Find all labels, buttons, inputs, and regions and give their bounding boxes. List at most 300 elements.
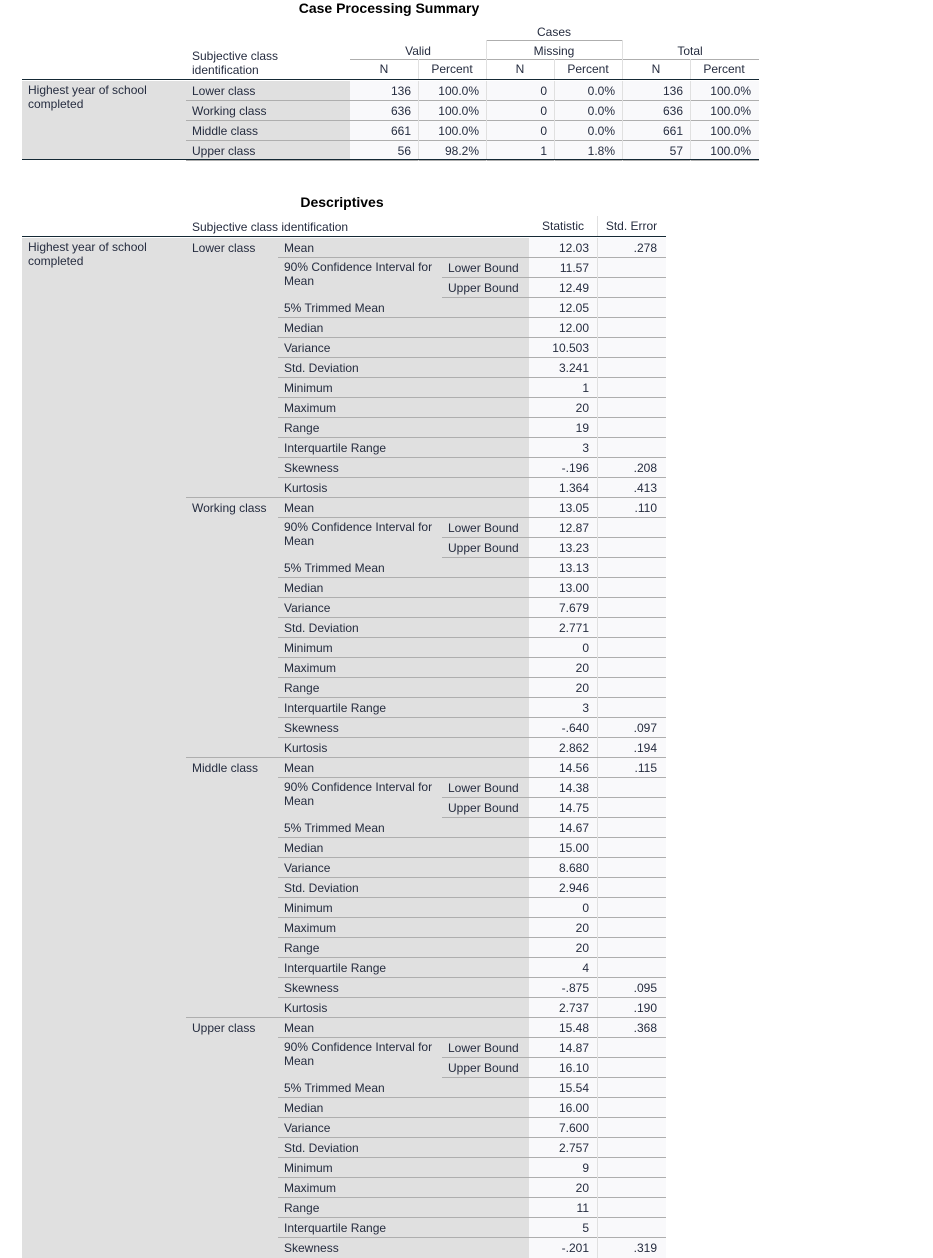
cell-divider <box>597 1078 598 1098</box>
row-rule <box>186 120 759 121</box>
cell-divider <box>597 1118 598 1138</box>
row-rule <box>278 357 666 358</box>
statistic-value: 12.00 <box>558 321 589 335</box>
row-rule <box>442 817 666 818</box>
statistic-value: 15.54 <box>558 1081 589 1095</box>
table-cell: 100.0% <box>710 124 751 138</box>
std-error-value: .413 <box>633 481 657 495</box>
group-rule <box>186 497 666 498</box>
statistic-label: Median <box>284 581 324 595</box>
statistic-value: 2.771 <box>558 621 589 635</box>
row-rule <box>186 140 759 141</box>
table-cell: 136 <box>662 84 683 98</box>
statistic-label: Maximum <box>284 921 337 935</box>
group-header: Missing <box>533 44 575 58</box>
col-divider <box>622 40 623 79</box>
statistic-value: 7.600 <box>558 1121 589 1135</box>
category-label: Middle class <box>192 761 259 775</box>
table-cell: 0.0% <box>587 104 615 118</box>
cell-divider <box>597 438 598 458</box>
group-header: Valid <box>405 44 431 58</box>
std-error-value: .319 <box>633 1241 657 1255</box>
statistic-value: 1 <box>582 381 589 395</box>
cell-divider <box>597 818 598 838</box>
statistic-value: 1.364 <box>558 481 589 495</box>
row-rule <box>186 100 759 101</box>
std-error-value: .115 <box>634 761 657 775</box>
statistic-label: Minimum <box>284 641 333 655</box>
ci-bound-label: Lower Bound <box>448 521 519 535</box>
col-divider <box>418 59 419 79</box>
cell-divider <box>597 478 598 498</box>
cell-divider <box>597 938 598 958</box>
statistic-value: 12.05 <box>558 301 589 315</box>
table-cell: 1.8% <box>587 144 615 158</box>
table-cell: 0 <box>540 104 547 118</box>
cell-divider <box>597 1138 598 1158</box>
statistic-label: 5% Trimmed Mean <box>284 561 385 575</box>
cell-divider <box>597 258 598 278</box>
statistic-label: Skewness <box>284 981 339 995</box>
cell-divider <box>597 1058 598 1078</box>
statistic-label: Mean <box>284 1021 315 1035</box>
row-rule <box>278 957 666 958</box>
row-rule <box>278 417 666 418</box>
statistic-value: -.196 <box>561 461 589 475</box>
cell-divider <box>597 958 598 978</box>
cell-divider <box>597 558 598 578</box>
ci-bound-label: Upper Bound <box>448 541 519 555</box>
statistic-value: 2.946 <box>558 881 589 895</box>
table-cell: 100.0% <box>710 84 751 98</box>
cell-divider <box>622 121 623 141</box>
statistic-label: Median <box>284 1101 324 1115</box>
sub-header: N <box>515 62 525 76</box>
col-divider <box>486 40 487 79</box>
cell-divider <box>597 878 598 898</box>
cell-divider <box>554 121 555 141</box>
cell-divider <box>554 141 555 161</box>
statistic-label: Interquartile Range <box>284 961 387 975</box>
row-rule <box>278 397 666 398</box>
std-error-value: .097 <box>633 721 657 735</box>
row-rule <box>278 1217 666 1218</box>
sub-header: N <box>379 62 389 76</box>
table-cell: 98.2% <box>444 144 479 158</box>
ci-bound-label: Upper Bound <box>448 281 519 295</box>
table-cell: 0 <box>540 124 547 138</box>
statistic-value: -.640 <box>561 721 589 735</box>
statistic-value: 20 <box>575 1181 589 1195</box>
statistic-label: 5% Trimmed Mean <box>284 301 385 315</box>
row-rule <box>278 1237 666 1238</box>
row-rule <box>278 1097 666 1098</box>
row-rule <box>278 897 666 898</box>
statistic-value: -.201 <box>561 1241 589 1255</box>
row-rule <box>442 297 666 298</box>
category-label: Lower class <box>192 241 256 255</box>
cell-divider <box>690 81 691 101</box>
row-rule <box>278 1177 666 1178</box>
statistic-value: 4 <box>582 961 589 975</box>
statistic-value: 11.57 <box>559 261 589 275</box>
statistic-value: 20 <box>575 681 589 695</box>
col-divider <box>554 59 555 79</box>
statistic-label: 5% Trimmed Mean <box>284 1081 385 1095</box>
category-label: Upper class <box>192 1021 256 1035</box>
cell-divider <box>597 358 598 378</box>
statistic-value: 19 <box>575 421 589 435</box>
category-label: Middle class <box>192 124 259 138</box>
row-rule <box>442 557 666 558</box>
category-label: Working class <box>192 501 267 515</box>
statistic-value: 16.10 <box>558 1061 589 1075</box>
statistic-value: 7.679 <box>558 601 589 615</box>
row-rule <box>278 257 666 258</box>
std-error-value: .110 <box>634 501 657 515</box>
cell-divider <box>597 1038 598 1058</box>
statistic-value: 14.56 <box>558 761 589 775</box>
row-rule <box>442 797 666 798</box>
cell-divider <box>597 978 598 998</box>
row-rule <box>278 937 666 938</box>
table-cell: 0 <box>540 84 547 98</box>
statistic-label: Minimum <box>284 901 333 915</box>
cell-divider <box>554 81 555 101</box>
statistic-value: 0 <box>582 641 589 655</box>
statistic-value: 20 <box>575 401 589 415</box>
row-rule <box>278 857 666 858</box>
cell-divider <box>597 418 598 438</box>
ci-label: 90% Confidence Interval for Mean <box>284 260 433 288</box>
cell-divider <box>597 518 598 538</box>
cell-divider <box>690 101 691 121</box>
statistic-value: 20 <box>575 941 589 955</box>
statistic-label: Skewness <box>284 1241 339 1255</box>
row-rule <box>278 777 666 778</box>
cell-divider <box>597 1178 598 1198</box>
row-rule <box>278 717 666 718</box>
statistic-label: Variance <box>284 861 331 875</box>
case-processing-title: Case Processing Summary <box>298 0 480 16</box>
table-bottom-rule <box>22 159 759 160</box>
row-rule <box>442 1057 666 1058</box>
statistic-label: Range <box>284 1201 320 1215</box>
statistic-value: 20 <box>575 661 589 675</box>
table-cell: 0.0% <box>587 124 615 138</box>
statistic-value: 14.38 <box>558 781 589 795</box>
statistic-label: Std. Deviation <box>284 361 359 375</box>
cell-divider <box>597 238 598 258</box>
std-error-header: Std. Error <box>605 219 658 233</box>
statistic-value: 15.00 <box>558 841 589 855</box>
sub-header: Percent <box>431 62 473 76</box>
row-rule <box>278 377 666 378</box>
row-rule <box>278 657 666 658</box>
cell-divider <box>597 738 598 758</box>
row-var-header: Subjective class identification <box>192 49 279 77</box>
table-cell: 100.0% <box>438 124 479 138</box>
std-error-value: .190 <box>633 1001 657 1015</box>
cell-divider <box>418 121 419 141</box>
statistic-label: Maximum <box>284 401 337 415</box>
row-rule <box>278 437 666 438</box>
row-rule <box>278 337 666 338</box>
table-cell: 1 <box>540 144 547 158</box>
category-label: Upper class <box>192 144 256 158</box>
variable-label: Highest year of school completed <box>28 240 147 268</box>
cell-divider <box>597 698 598 718</box>
statistic-label: Variance <box>284 341 331 355</box>
cell-divider <box>554 101 555 121</box>
row-rule <box>278 1197 666 1198</box>
statistic-label: Std. Deviation <box>284 621 359 635</box>
cell-divider <box>418 141 419 161</box>
cell-divider <box>597 798 598 818</box>
cell-divider <box>597 678 598 698</box>
sub-header: Percent <box>703 62 745 76</box>
statistic-value: 2.757 <box>558 1141 589 1155</box>
statistic-value: 12.49 <box>558 281 589 295</box>
cell-divider <box>597 898 598 918</box>
table-cell: 57 <box>669 144 683 158</box>
statistic-value: 10.503 <box>552 341 589 355</box>
statistic-value: -.875 <box>561 981 589 995</box>
statistic-value: 2.737 <box>558 1001 589 1015</box>
table-cell: 636 <box>662 104 683 118</box>
cell-divider <box>597 918 598 938</box>
statistic-value: 13.00 <box>558 581 589 595</box>
statistic-label: Skewness <box>284 461 339 475</box>
statistic-label: Median <box>284 841 324 855</box>
sub-header: Percent <box>567 62 609 76</box>
row-rule <box>278 997 666 998</box>
header-bottom-rule <box>22 79 759 80</box>
cell-divider <box>597 398 598 418</box>
statistic-value: 11 <box>576 1201 589 1215</box>
table-cell: 136 <box>390 84 411 98</box>
ci-bound-label: Lower Bound <box>448 1041 519 1055</box>
statistic-value: 14.87 <box>558 1041 589 1055</box>
statistic-label: Mean <box>284 501 315 515</box>
std-error-value: .095 <box>633 981 657 995</box>
statistic-label: Minimum <box>284 1161 333 1175</box>
statistic-label: 5% Trimmed Mean <box>284 821 385 835</box>
category-label: Working class <box>192 104 267 118</box>
group-header: Total <box>677 44 703 58</box>
statistic-label: Skewness <box>284 721 339 735</box>
std-error-value: .208 <box>633 461 657 475</box>
cell-divider <box>597 638 598 658</box>
std-error-value: .368 <box>633 1021 657 1035</box>
table-cell: 100.0% <box>438 104 479 118</box>
statistic-value: 12.87 <box>558 521 589 535</box>
cell-divider <box>597 778 598 798</box>
std-error-value: .194 <box>633 741 657 755</box>
row-rule <box>442 537 666 538</box>
statistic-value: 3 <box>582 441 589 455</box>
statistic-value: 15.48 <box>558 1021 589 1035</box>
cell-divider <box>597 318 598 338</box>
col-divider <box>690 59 691 79</box>
cell-divider <box>597 278 598 298</box>
statistic-label: Range <box>284 681 320 695</box>
cell-divider <box>597 538 598 558</box>
category-label: Lower class <box>192 84 256 98</box>
variable-label: Highest year of school completed <box>28 83 147 111</box>
cell-divider <box>597 618 598 638</box>
row-label-area <box>22 238 529 1258</box>
cell-divider <box>622 101 623 121</box>
row-rule <box>278 517 666 518</box>
statistic-label: Median <box>284 321 324 335</box>
statistic-value: 20 <box>575 921 589 935</box>
statistic-label: Mean <box>284 241 315 255</box>
table-cell: 636 <box>390 104 411 118</box>
cell-divider <box>597 598 598 618</box>
statistic-value: 13.05 <box>558 501 589 515</box>
statistic-label: Range <box>284 421 320 435</box>
cell-divider <box>597 758 598 778</box>
ci-bound-label: Lower Bound <box>448 781 519 795</box>
cell-divider <box>486 81 487 101</box>
std-error-value: .278 <box>633 241 657 255</box>
statistic-value: 0 <box>582 901 589 915</box>
cases-header: Cases <box>536 25 571 39</box>
statistic-label: Interquartile Range <box>284 701 387 715</box>
ci-bound-label: Upper Bound <box>448 801 519 815</box>
statistic-label: Maximum <box>284 1181 337 1195</box>
row-rule <box>278 737 666 738</box>
statistic-label: Kurtosis <box>284 1001 328 1015</box>
cell-divider <box>418 81 419 101</box>
cell-divider <box>597 338 598 358</box>
cell-divider <box>597 298 598 318</box>
cell-divider <box>597 498 598 518</box>
cell-divider <box>597 378 598 398</box>
cell-divider <box>597 838 598 858</box>
cell-divider <box>597 1218 598 1238</box>
row-rule <box>278 1137 666 1138</box>
statistic-value: 8.680 <box>558 861 589 875</box>
statistic-value: 14.75 <box>558 801 589 815</box>
statistic-label: Kurtosis <box>284 741 328 755</box>
descriptives-title: Descriptives <box>300 194 384 210</box>
ci-label: 90% Confidence Interval for Mean <box>284 520 433 548</box>
statistic-label: Variance <box>284 1121 331 1135</box>
statistic-value: 2.862 <box>558 741 589 755</box>
statistic-label: Std. Deviation <box>284 1141 359 1155</box>
ci-label: 90% Confidence Interval for Mean <box>284 1040 433 1068</box>
row-rule <box>278 617 666 618</box>
header-bottom-rule <box>22 236 666 237</box>
row-rule <box>278 837 666 838</box>
table-cell: 100.0% <box>710 144 751 158</box>
table-cell: 100.0% <box>438 84 479 98</box>
table-cell: 661 <box>390 124 411 138</box>
row-rule <box>442 277 666 278</box>
ci-label: 90% Confidence Interval for Mean <box>284 780 433 808</box>
cell-divider <box>622 141 623 161</box>
statistic-value: 12.03 <box>558 241 589 255</box>
row-rule <box>278 597 666 598</box>
row-rule <box>278 977 666 978</box>
ci-bound-label: Lower Bound <box>448 261 519 275</box>
cell-divider <box>486 141 487 161</box>
group-rule <box>186 1017 666 1018</box>
statistic-label: Minimum <box>284 381 333 395</box>
statistic-label: Std. Deviation <box>284 881 359 895</box>
row-rule <box>278 317 666 318</box>
table-cell: 0.0% <box>587 84 615 98</box>
cell-divider <box>418 101 419 121</box>
cell-divider <box>597 1098 598 1118</box>
cell-divider <box>486 121 487 141</box>
statistic-value: 14.67 <box>558 821 589 835</box>
statistic-label: Kurtosis <box>284 481 328 495</box>
cell-divider <box>597 1158 598 1178</box>
statistic-value: 13.23 <box>558 541 589 555</box>
statistic-value: 16.00 <box>558 1101 589 1115</box>
statistic-value: 13.13 <box>558 561 589 575</box>
statistic-label: Range <box>284 941 320 955</box>
statistic-value: 5 <box>582 1221 589 1235</box>
row-rule <box>442 1077 666 1078</box>
statistic-value: 3.241 <box>558 361 589 375</box>
cell-divider <box>597 458 598 478</box>
row-rule <box>278 697 666 698</box>
ci-bound-label: Upper Bound <box>448 1061 519 1075</box>
cell-divider <box>597 658 598 678</box>
row-rule <box>278 637 666 638</box>
statistic-label: Interquartile Range <box>284 441 387 455</box>
cell-divider <box>597 858 598 878</box>
row-rule <box>278 577 666 578</box>
cell-divider <box>690 121 691 141</box>
cell-divider <box>597 1198 598 1218</box>
cell-divider <box>690 141 691 161</box>
cell-divider <box>622 81 623 101</box>
statistic-label: Mean <box>284 761 315 775</box>
row-rule <box>278 1157 666 1158</box>
group-rule <box>186 757 666 758</box>
header-rule <box>486 40 623 41</box>
table-cell: 56 <box>397 144 411 158</box>
row-var-header: Subjective class identification <box>192 220 349 234</box>
row-rule <box>278 677 666 678</box>
cell-divider <box>597 1238 598 1258</box>
cell-divider <box>597 718 598 738</box>
row-rule <box>278 917 666 918</box>
statistic-value: 3 <box>582 701 589 715</box>
statistic-label: Maximum <box>284 661 337 675</box>
row-rule <box>278 477 666 478</box>
cell-divider <box>486 101 487 121</box>
col-divider <box>597 216 598 236</box>
table-cell: 100.0% <box>710 104 751 118</box>
statistic-header: Statistic <box>541 219 584 233</box>
statistic-value: 9 <box>582 1161 589 1175</box>
row-rule <box>278 457 666 458</box>
statistic-label: Interquartile Range <box>284 1221 387 1235</box>
cell-divider <box>597 1018 598 1038</box>
cell-divider <box>597 578 598 598</box>
sub-header: N <box>651 62 661 76</box>
row-rule <box>186 160 759 161</box>
row-rule <box>278 877 666 878</box>
row-rule <box>278 1117 666 1118</box>
table-cell: 661 <box>662 124 683 138</box>
